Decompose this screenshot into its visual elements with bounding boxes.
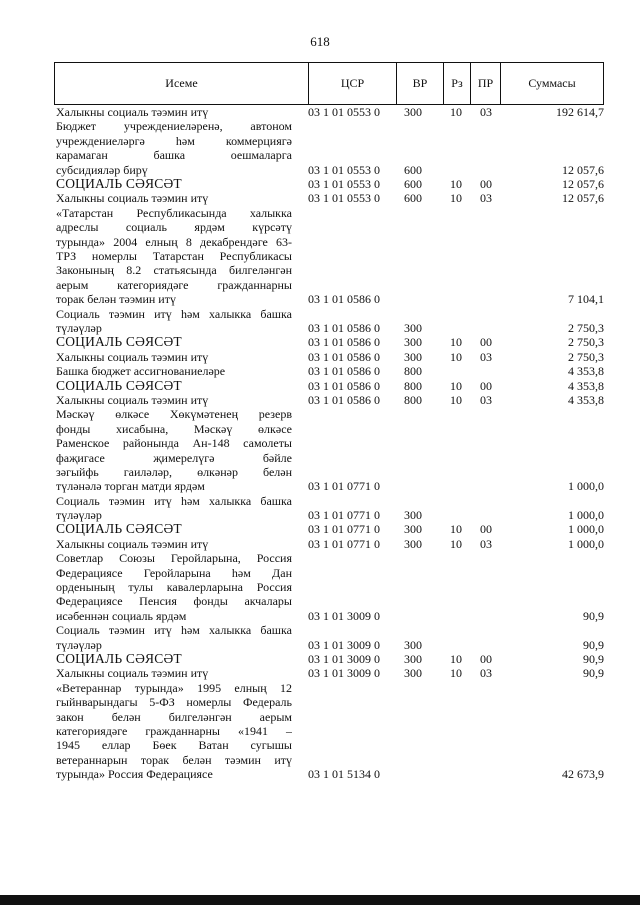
cell-pr: 00	[480, 652, 492, 666]
cell-vr: 300	[404, 522, 422, 537]
cell-csr: 03 1 01 0553 0	[308, 176, 380, 191]
cell-csr: 03 1 01 3009 0	[308, 608, 380, 623]
cell-sum: 2 750,3	[568, 335, 604, 350]
row-name-line: Бюджет учреждениеләренә, автоном	[56, 119, 292, 134]
cell-csr: 03 1 01 0586 0	[308, 320, 380, 335]
cell-sum: 90,9	[583, 666, 604, 681]
cell-sum: 12 057,6	[562, 176, 604, 191]
cell-csr: 03 1 01 0586 0	[308, 335, 380, 350]
row-name-line: «Татарстан Республикасында халыкка	[56, 205, 292, 220]
row-name	[56, 206, 292, 307]
row-name-line: аерым категориядәге гражданнарны	[56, 277, 292, 292]
cell-sum: 4 353,8	[568, 364, 604, 379]
cell-csr: 03 1 01 3009 0	[308, 666, 380, 681]
row-name-line: түләнәлә торган матди ярдәм	[56, 479, 205, 494]
row-name-line: ТРЗ номерлы Татарстан Республикасы	[56, 248, 292, 263]
table-row	[0, 666, 640, 680]
table-row	[0, 522, 640, 536]
header-csr: ЦСР	[309, 63, 397, 105]
cell-rz	[444, 638, 476, 652]
cell-vr: 800	[404, 378, 422, 393]
row-name-line: субсидияләр бирү	[56, 162, 148, 177]
row-name	[56, 335, 292, 349]
cell-csr: 03 1 01 0771 0	[308, 536, 380, 551]
cell-sum: 90,9	[583, 652, 604, 666]
header-rz: Рз	[444, 63, 471, 105]
row-name-line: СОЦИАЛЬ СӘЯСӘТ	[56, 176, 182, 191]
row-name	[56, 379, 292, 393]
cell-csr: 03 1 01 0586 0	[308, 364, 380, 379]
cell-csr: 03 1 01 0771 0	[308, 522, 380, 537]
cell-csr: 03 1 01 0553 0	[308, 105, 380, 119]
cell-sum: 90,9	[583, 608, 604, 623]
cell-vr: 300	[404, 666, 422, 681]
table-row	[0, 652, 640, 666]
row-name-line: фонды хисабына, Мәскәү өлкәсе	[56, 421, 292, 436]
cell-pr	[476, 321, 510, 335]
row-name-line: түләүләр	[56, 508, 102, 523]
cell-sum: 12 057,6	[562, 191, 604, 206]
row-name	[56, 623, 292, 652]
cell-csr: 03 1 01 5134 0	[308, 767, 380, 782]
cell-pr	[476, 508, 510, 522]
row-name	[56, 666, 292, 680]
row-name-line: Законының 8.2 статьясында билгеләнгән	[56, 263, 292, 278]
table-row	[0, 105, 640, 119]
table-row	[0, 407, 640, 493]
row-name-line: исәбеннән социаль ярдәм	[56, 608, 187, 623]
cell-rz: 10	[450, 652, 462, 666]
cell-pr: 03	[480, 666, 492, 681]
cell-pr: 03	[480, 105, 492, 119]
cell-rz	[444, 508, 476, 522]
cell-csr: 03 1 01 0553 0	[308, 191, 380, 206]
row-name-line: Раменское районында Ан-148 самолеты	[56, 436, 292, 451]
row-name-line: СОЦИАЛЬ СӘЯСӘТ	[56, 652, 182, 666]
cell-rz: 10	[450, 105, 462, 119]
cell-vr	[402, 479, 444, 493]
cell-pr: 00	[480, 378, 492, 393]
row-name	[56, 407, 292, 493]
cell-rz	[444, 767, 476, 781]
row-name-line: Халыкны социаль тәэмин итү	[56, 105, 209, 119]
row-name-line: торак белән тәэмин итү	[56, 292, 176, 307]
cell-vr: 300	[404, 508, 422, 523]
row-name	[56, 119, 292, 177]
cell-csr: 03 1 01 0586 0	[308, 349, 380, 364]
row-name-line: СОЦИАЛЬ СӘЯСӘТ	[56, 378, 182, 393]
row-name-line: адреслы социаль ярдәм күрсәтү	[56, 220, 292, 235]
table-row	[0, 494, 640, 523]
row-name-line: Халыкны социаль тәэмин итү	[56, 392, 209, 407]
table-row	[0, 379, 640, 393]
row-name	[56, 307, 292, 336]
cell-vr: 300	[404, 536, 422, 551]
row-name-line: Федерациясе Геройларына һәм Дан	[56, 565, 292, 580]
page-number: 618	[310, 34, 330, 49]
row-name	[56, 522, 292, 536]
cell-sum: 42 673,9	[562, 767, 604, 782]
cell-sum: 12 057,6	[562, 162, 604, 177]
cell-vr: 300	[404, 320, 422, 335]
row-name-line: СОЦИАЛЬ СӘЯСӘТ	[56, 335, 182, 350]
row-name	[56, 652, 292, 666]
cell-csr: 03 1 01 3009 0	[308, 652, 380, 666]
table-row	[0, 335, 640, 349]
cell-sum: 192 614,7	[556, 105, 604, 119]
row-name-line: «Ветераннар турында» 1995 елның 12	[56, 680, 292, 695]
row-name-line: гыйнварындагы 5-ФЗ номерлы Федераль	[56, 695, 292, 710]
row-name	[56, 364, 292, 378]
row-name	[56, 350, 292, 364]
table-row	[0, 206, 640, 307]
row-name-line: Халыкны социаль тәэмин итү	[56, 666, 209, 681]
cell-sum: 1 000,0	[568, 508, 604, 523]
table-row	[0, 119, 640, 177]
row-name	[56, 393, 292, 407]
cell-sum: 90,9	[583, 637, 604, 652]
row-name-line: Федерациясе Пенсия фонды акчалары	[56, 594, 292, 609]
row-name-line: зәгыйфь гаиләләр, өлкәнәр белән	[56, 464, 292, 479]
row-name-line: Социаль тәэмин итү һәм халыкка башка	[56, 306, 292, 321]
cell-vr: 800	[404, 392, 422, 407]
table-row	[0, 551, 640, 623]
table-body	[0, 105, 640, 782]
row-name-line: карамаган башка оешмаларга	[56, 148, 292, 163]
row-name-line: Мәскәү өлкәсе Хөкүмәтенең резерв	[56, 407, 292, 422]
header-pr: ПР	[471, 63, 501, 105]
row-name-line: Социаль тәэмин итү һәм халыкка башка	[56, 623, 292, 638]
cell-rz: 10	[450, 191, 462, 206]
cell-sum: 4 353,8	[568, 392, 604, 407]
row-name-line: Советлар Союзы Геройларына, Россия	[56, 551, 292, 566]
cell-pr	[476, 163, 510, 177]
cell-rz	[444, 609, 476, 623]
table-row	[0, 307, 640, 336]
cell-pr	[476, 479, 510, 493]
cell-sum: 4 353,8	[568, 378, 604, 393]
cell-pr	[476, 767, 510, 781]
cell-rz: 10	[450, 666, 462, 681]
row-name-line: түләүләр	[56, 637, 102, 652]
row-name-line: турында» Россия Федерациясе	[56, 767, 213, 782]
row-name-line: Халыкны социаль тәэмин итү	[56, 191, 209, 206]
row-name-line: закон белән билгеләнгән аерым	[56, 709, 292, 724]
cell-pr: 03	[480, 536, 492, 551]
cell-vr	[402, 292, 444, 306]
cell-rz	[444, 163, 476, 177]
cell-pr: 00	[480, 176, 492, 191]
cell-pr	[476, 364, 510, 378]
cell-vr: 300	[404, 105, 422, 119]
row-name-line: Башка бюджет ассигнованиеләре	[56, 364, 226, 379]
cell-rz	[444, 321, 476, 335]
cell-rz	[444, 364, 476, 378]
cell-rz: 10	[450, 378, 462, 393]
row-name-line: СОЦИАЛЬ СӘЯСӘТ	[56, 522, 182, 537]
cell-pr	[476, 292, 510, 306]
cell-sum: 2 750,3	[568, 349, 604, 364]
table-row	[0, 364, 640, 378]
cell-vr: 300	[404, 349, 422, 364]
cell-csr: 03 1 01 0771 0	[308, 479, 380, 494]
row-name	[56, 105, 292, 119]
cell-rz	[444, 292, 476, 306]
row-name	[56, 681, 292, 782]
table-row	[0, 393, 640, 407]
row-name-line: түләүләр	[56, 320, 102, 335]
row-name-line: Халыкны социаль тәэмин итү	[56, 349, 209, 364]
cell-sum: 2 750,3	[568, 320, 604, 335]
table-row	[0, 350, 640, 364]
table-row	[0, 191, 640, 205]
cell-vr	[402, 767, 444, 781]
row-name-line: 1945 еллар Бөек Ватан сугышы	[56, 738, 292, 753]
cell-pr	[476, 609, 510, 623]
cell-vr: 600	[404, 191, 422, 206]
table-header	[54, 62, 604, 105]
cell-csr: 03 1 01 3009 0	[308, 637, 380, 652]
row-name-line: категориядәге гражданнарны «1941 –	[56, 723, 292, 738]
table-row	[0, 177, 640, 191]
cell-vr	[402, 609, 444, 623]
cell-csr: 03 1 01 0586 0	[308, 292, 380, 307]
cell-rz	[444, 479, 476, 493]
header-sum: Суммасы	[501, 63, 604, 105]
table-row	[0, 681, 640, 782]
table-row	[0, 537, 640, 551]
row-name-line: турында» 2004 елның 8 декабрендәге 63-	[56, 234, 292, 249]
cell-sum: 1 000,0	[568, 522, 604, 537]
row-name-line: учреждениеләргә һәм коммерциягә	[56, 133, 292, 148]
cell-vr: 300	[404, 652, 422, 666]
row-name-line: фаҗигасе җимерелүгә бәйле	[56, 450, 292, 465]
cell-rz: 10	[450, 349, 462, 364]
header-vr: ВР	[397, 63, 444, 105]
cell-pr: 00	[480, 522, 492, 537]
cell-pr	[476, 638, 510, 652]
cell-csr: 03 1 01 0771 0	[308, 508, 380, 523]
cell-pr: 03	[480, 191, 492, 206]
cell-rz: 10	[450, 176, 462, 191]
cell-vr: 600	[404, 162, 422, 177]
cell-csr: 03 1 01 0586 0	[308, 392, 380, 407]
cell-pr: 03	[480, 392, 492, 407]
row-name	[56, 537, 292, 551]
cell-sum: 1 000,0	[568, 536, 604, 551]
footer-bar	[0, 895, 640, 905]
cell-csr: 03 1 01 0553 0	[308, 162, 380, 177]
cell-rz: 10	[450, 536, 462, 551]
row-name	[56, 191, 292, 205]
cell-vr: 600	[404, 176, 422, 191]
cell-pr: 00	[480, 335, 492, 350]
cell-csr: 03 1 01 0586 0	[308, 378, 380, 393]
row-name-line: Социаль тәэмин итү һәм халыкка башка	[56, 493, 292, 508]
cell-sum: 7 104,1	[568, 292, 604, 307]
row-name-line: ветераннарын торак белән тәэмин итү	[56, 752, 292, 767]
cell-vr: 300	[404, 335, 422, 350]
row-name	[56, 494, 292, 523]
row-name-line: орденының тулы кавалерларына Россия	[56, 580, 292, 595]
table-row	[0, 623, 640, 652]
row-name-line: Халыкны социаль тәэмин итү	[56, 536, 209, 551]
row-name	[56, 551, 292, 623]
cell-rz: 10	[450, 392, 462, 407]
cell-rz: 10	[450, 522, 462, 537]
row-name	[56, 177, 292, 191]
cell-vr: 300	[404, 637, 422, 652]
cell-vr: 800	[404, 364, 422, 379]
header-name: Исеме	[55, 63, 309, 105]
cell-sum: 1 000,0	[568, 479, 604, 494]
cell-rz: 10	[450, 335, 462, 350]
cell-pr: 03	[480, 349, 492, 364]
